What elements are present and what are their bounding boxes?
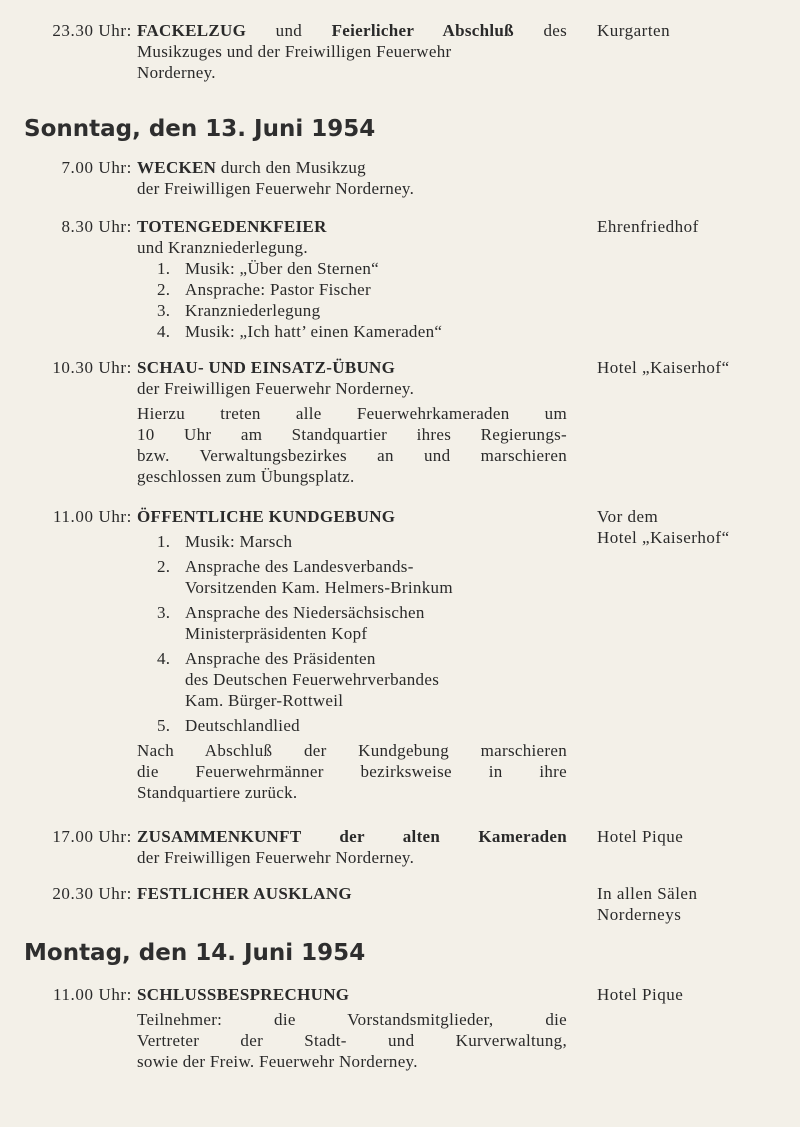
- entry-line: [137, 20, 567, 41]
- list-item: [137, 648, 567, 711]
- list-text: Ansprache des Niedersächsischen: [185, 603, 425, 622]
- list-text: Musik: „Über den Sternen“: [185, 259, 379, 278]
- list-text: Vorsitzenden Kam. Helmers-Brinkum: [185, 578, 453, 597]
- list-text: Ansprache des Landesverbands-: [185, 557, 414, 576]
- entry-time: 17.00 Uhr:: [52, 827, 132, 846]
- entry-line: der Freiwilligen Feuerwehr Norderney.: [137, 179, 415, 198]
- entry-title: ZUSAMMENKUNFT der alten Kameraden: [137, 827, 567, 846]
- location-line: Norderneys: [597, 905, 682, 924]
- entry-paragraph: [137, 1009, 567, 1072]
- program-list: [137, 531, 567, 736]
- entry-paragraph: [137, 740, 567, 803]
- entry-location: Ehrenfriedhof: [597, 217, 699, 236]
- entry-description: [137, 216, 567, 342]
- entry-text: des: [543, 21, 567, 40]
- list-text: Musik: Marsch: [185, 532, 293, 551]
- location-line: Vor dem: [597, 507, 659, 526]
- location-line: In allen Sälen: [597, 884, 698, 903]
- entry-location: Hotel Pique: [597, 985, 684, 1004]
- list-number: 1.: [157, 259, 171, 278]
- list-number: 4.: [157, 322, 171, 341]
- entry-title: SCHLUSSBESPRECHUNG: [137, 985, 350, 1004]
- list-number: 2.: [157, 280, 171, 299]
- entry-time: 10.30 Uhr:: [52, 358, 132, 377]
- list-number: 5.: [157, 716, 171, 735]
- entry-line: der Freiwilligen Feuerwehr Norderney.: [137, 848, 415, 867]
- day-heading-monday: Montag, den 14. Juni 1954: [24, 940, 366, 966]
- list-number: 4.: [157, 649, 171, 668]
- entry-description: [137, 157, 567, 199]
- list-item: [137, 715, 567, 736]
- paragraph-line: bzw. Verwaltungsbezirkes an und marschieren: [137, 446, 567, 465]
- list-number: 2.: [157, 557, 171, 576]
- entry-line: Musikzuges und der Freiwilligen Feuerwehr: [137, 42, 452, 61]
- list-text: Ansprache des Präsidenten: [185, 649, 376, 668]
- list-text: Kranzniederlegung: [185, 301, 321, 320]
- entry-text: durch den Musikzug: [220, 158, 366, 177]
- entry-description: [137, 883, 567, 904]
- entry-title: WECKEN: [137, 158, 217, 177]
- list-number: 3.: [157, 603, 171, 622]
- list-item: [137, 258, 567, 279]
- entry-time: 11.00 Uhr:: [52, 507, 132, 526]
- list-number: 1.: [157, 532, 171, 551]
- program-list: [137, 258, 567, 342]
- list-text: Musik: „Ich hatt’ einen Kameraden“: [185, 322, 443, 341]
- paragraph-line: Nach Abschluß der Kundgebung marschieren: [137, 741, 567, 760]
- paragraph-line: die Feuerwehrmänner bezirksweise in ihre: [137, 762, 567, 781]
- entry-title-secondary: Feierlicher Abschluß: [331, 21, 514, 40]
- entry-title: TOTENGEDENKFEIER: [137, 217, 327, 236]
- list-item: [137, 531, 567, 552]
- list-item: [137, 279, 567, 300]
- entry-text: und: [275, 21, 303, 40]
- entry-paragraph: [137, 403, 567, 487]
- entry-location: Kurgarten: [597, 21, 671, 40]
- list-item: [137, 602, 567, 644]
- paragraph-line: Teilnehmer: die Vorstandsmitglieder, die: [137, 1010, 567, 1029]
- paragraph-line: Standquartiere zurück.: [137, 783, 298, 802]
- list-text: Kam. Bürger-Rottweil: [185, 691, 344, 710]
- list-item: [137, 556, 567, 598]
- entry-time: 20.30 Uhr:: [52, 884, 132, 903]
- entry-line: und Kranzniederlegung.: [137, 238, 308, 257]
- entry-time: 23.30 Uhr:: [52, 21, 132, 40]
- entry-time: 8.30 Uhr:: [61, 217, 132, 236]
- day-heading-sunday: Sonntag, den 13. Juni 1954: [24, 116, 376, 142]
- entry-title: SCHAU- UND EINSATZ-ÜBUNG: [137, 358, 396, 377]
- entry-time: 11.00 Uhr:: [52, 985, 132, 1004]
- entry-description: [137, 984, 567, 1072]
- list-text: Ansprache: Pastor Fischer: [185, 280, 371, 299]
- list-text: des Deutschen Feuerwehrverbandes: [185, 670, 440, 689]
- entry-title: FESTLICHER AUSKLANG: [137, 884, 352, 903]
- location-line: Hotel „Kaiserhof“: [597, 528, 730, 547]
- list-item: [137, 300, 567, 321]
- entry-description: [137, 506, 567, 803]
- entry-title: ÖFFENTLICHE KUNDGEBUNG: [137, 507, 396, 526]
- entry-line: [137, 157, 567, 178]
- paragraph-line: 10 Uhr am Standquartier ihres Regierungs-: [137, 425, 567, 444]
- entry-location: Hotel „Kaiserhof“: [597, 358, 730, 377]
- paragraph-line: Vertreter der Stadt- und Kurverwaltung,: [137, 1031, 567, 1050]
- list-number: 3.: [157, 301, 171, 320]
- entry-title: FACKELZUG: [137, 21, 247, 40]
- list-text: Ministerpräsidenten Kopf: [185, 624, 368, 643]
- list-text: Deutschlandlied: [185, 716, 300, 735]
- list-item: [137, 321, 567, 342]
- entry-line: Norderney.: [137, 63, 216, 82]
- entry-description: [137, 826, 567, 868]
- entry-location: Hotel Pique: [597, 827, 684, 846]
- entry-location: [597, 883, 797, 925]
- paragraph-line: sowie der Freiw. Feuerwehr Norderney.: [137, 1052, 418, 1071]
- entry-location: [597, 506, 797, 548]
- entry-line: der Freiwilligen Feuerwehr Norderney.: [137, 379, 415, 398]
- entry-description: [137, 357, 567, 487]
- entry-description: [137, 20, 567, 83]
- paragraph-line: Hierzu treten alle Feuerwehrkameraden um: [137, 404, 567, 423]
- paragraph-line: geschlossen zum Übungsplatz.: [137, 467, 355, 486]
- entry-time: 7.00 Uhr:: [61, 158, 132, 177]
